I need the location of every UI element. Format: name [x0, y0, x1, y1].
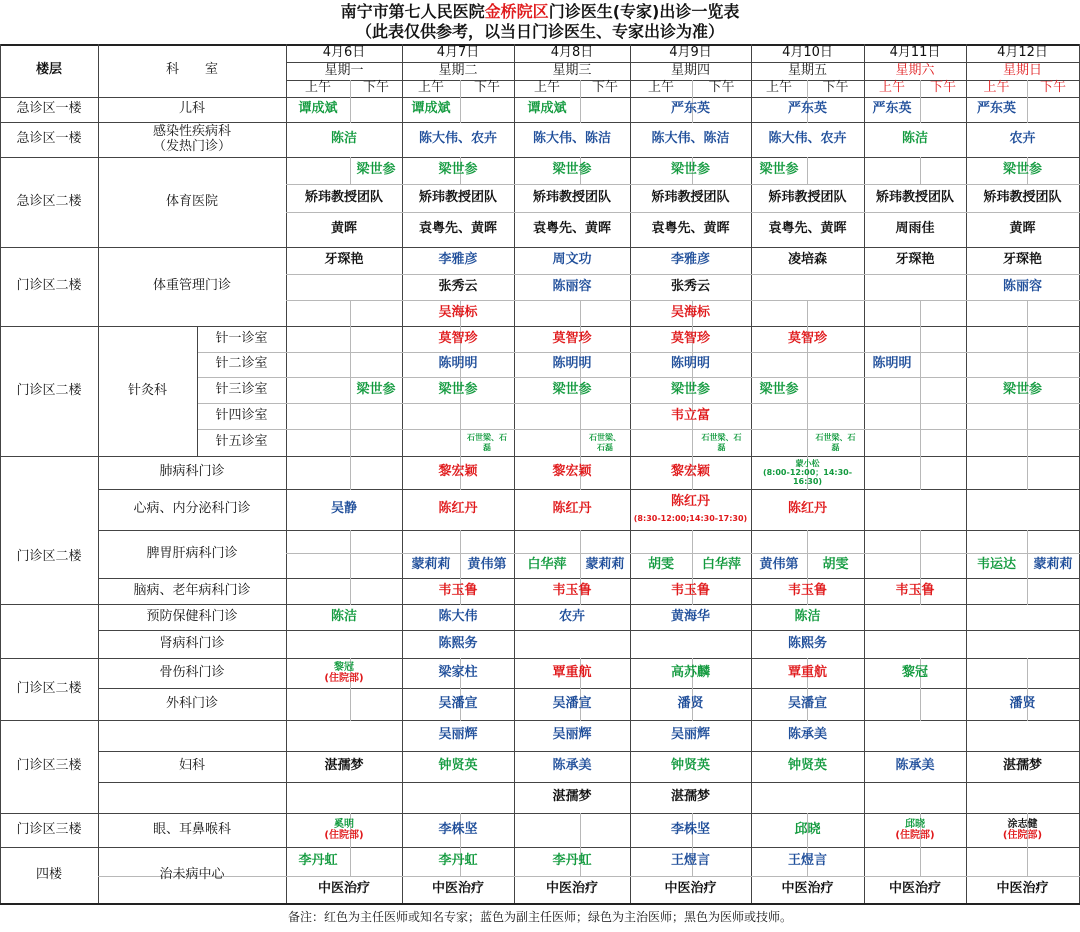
schedule-cell: 袁粤先、黄晖 — [651, 221, 730, 237]
schedule-cell: 李丹虹 — [298, 853, 338, 869]
schedule-cell: 牙琛艳 — [895, 252, 935, 268]
dept-cell: 外科门诊 — [165, 695, 218, 711]
schedule-cell: 矫玮教授团队 — [418, 189, 497, 205]
schedule-cell: 陈承美 — [895, 758, 935, 774]
schedule-cell: 陈大伟、农卉 — [418, 131, 497, 147]
am-7: 上午 — [983, 80, 1010, 96]
floor-cell: 急诊区一楼 — [16, 131, 82, 147]
schedule-cell: 石世梁、 石磊 — [589, 433, 621, 452]
schedule-cell: 邱晓 — [794, 821, 821, 837]
page-subtitle: （此表仅供参考，以当日门诊医生、专家出诊为准） — [355, 21, 724, 41]
schedule-cell: 吴潘宣 — [787, 695, 827, 711]
schedule-cell: 李雅彦 — [670, 252, 710, 268]
schedule-cell: 农卉 — [558, 608, 585, 624]
schedule-cell: 潘贤 — [677, 695, 704, 711]
dept-cell: 治未病中心 — [159, 866, 225, 882]
pm-4: 下午 — [708, 80, 735, 96]
schedule-cell: 黄海华 — [670, 608, 710, 624]
schedule-cell: 梁世参 — [670, 381, 710, 397]
schedule-cell: 覃重航 — [787, 664, 827, 680]
schedule-cell: 蒙莉莉 — [585, 557, 625, 573]
schedule-cell: 中医治疗 — [996, 881, 1049, 897]
schedule-cell: 中医治疗 — [664, 881, 717, 897]
schedule-cell: 覃重航 — [552, 664, 592, 680]
dept-cell: 妇科 — [178, 758, 205, 774]
schedule-cell: 钟贤英 — [670, 758, 710, 774]
schedule-cell: 张秀云 — [438, 278, 478, 294]
am-1: 上午 — [304, 80, 331, 96]
schedule-cell: 严东英 — [872, 101, 912, 117]
schedule-cell: 陈洁 — [901, 131, 928, 147]
schedule-cell: 吴丽辉 — [438, 727, 478, 743]
am-2: 上午 — [417, 80, 444, 96]
schedule-cell: 吴海标 — [438, 304, 478, 320]
schedule-cell: 袁粤先、黄晖 — [418, 221, 497, 237]
schedule-cell: 蒙小松 (8:00-12:00；14:30-16:30) — [762, 458, 853, 487]
schedule-cell: 梁世参 — [356, 381, 396, 397]
schedule-cell: 中医治疗 — [888, 881, 941, 897]
schedule-cell: 陈大伟、农卉 — [768, 131, 847, 147]
pm-6: 下午 — [929, 80, 956, 96]
schedule-cell: 李雅彦 — [438, 252, 478, 268]
schedule-cell: 韦玉鲁 — [438, 582, 478, 598]
schedule-cell: 牙琛艳 — [1002, 252, 1042, 268]
schedule-cell: 白华萍 — [527, 557, 567, 573]
room-cell: 针五诊室 — [215, 434, 268, 450]
schedule-cell: 李株坚 — [438, 821, 478, 837]
schedule-cell: 黄伟第 — [759, 557, 799, 573]
pm-1: 下午 — [362, 80, 389, 96]
schedule-cell: 矫玮教授团队 — [983, 189, 1062, 205]
floor-cell: 四楼 — [35, 866, 62, 882]
schedule-cell: 韦玉鲁 — [670, 582, 710, 598]
schedule-cell: 矫玮教授团队 — [304, 189, 383, 205]
am-4: 上午 — [647, 80, 674, 96]
schedule-cell: 牙琛艳 — [324, 252, 364, 268]
schedule-cell: 韦运达 — [976, 557, 1016, 573]
page-title — [0, 2, 1080, 22]
floor-cell: 门诊区三楼 — [16, 758, 82, 774]
am-3: 上午 — [533, 80, 560, 96]
schedule-cell: 陈明明 — [438, 356, 478, 372]
schedule-cell: 陈红丹 — [670, 494, 710, 510]
schedule-cell: 钟贤英 — [438, 758, 478, 774]
schedule-cell: 梁世参 — [1002, 381, 1042, 397]
schedule-cell: 陈大伟 — [438, 608, 478, 624]
schedule-cell: 李株坚 — [670, 821, 710, 837]
schedule-cell: 吴潘宣 — [552, 695, 592, 711]
schedule-cell: 周雨佳 — [895, 221, 935, 237]
room-cell: 针一诊室 — [215, 330, 268, 346]
schedule-cell: 梁世参 — [670, 162, 710, 178]
weekday-3: 星期三 — [552, 62, 592, 78]
schedule-cell: 张秀云 — [670, 278, 710, 294]
schedule-cell: 谭成斌 — [527, 101, 567, 117]
schedule-cell: 陈洁 — [794, 608, 821, 624]
schedule-cell: 陈洁 — [330, 131, 357, 147]
dept-cell: 心病、内分泌科门诊 — [133, 501, 251, 517]
schedule-cell: 陈红丹 — [787, 501, 827, 517]
title-highlight: 金桥院区 — [484, 1, 549, 21]
schedule-cell: 石世梁、石 磊 — [815, 433, 856, 452]
weekday-1: 星期一 — [324, 62, 364, 78]
schedule-cell: 袁粤先、黄晖 — [532, 221, 611, 237]
schedule-cell: 谭成斌 — [298, 101, 338, 117]
schedule-cell: 矫玮教授团队 — [532, 189, 611, 205]
schedule-cell: 中医治疗 — [545, 881, 598, 897]
schedule-cell: 胡雯 — [822, 557, 849, 573]
title-suffix: 门诊医生(专家)出诊一览表 — [548, 1, 740, 21]
schedule-cell: 陈大伟、陈洁 — [651, 131, 730, 147]
schedule-cell: 梁世参 — [759, 162, 799, 178]
schedule-cell: 吴海标 — [670, 304, 710, 320]
schedule-cell: 梁世参 — [552, 162, 592, 178]
schedule-cell: 梁世参 — [552, 381, 592, 397]
dept-cell: 眼、耳鼻喉科 — [152, 821, 231, 837]
schedule-cell: 黄晖 — [1009, 221, 1036, 237]
schedule-cell: 陈熙务 — [438, 635, 478, 651]
schedule-cell: 梁世参 — [356, 162, 396, 178]
floor-cell: 急诊区二楼 — [16, 193, 82, 209]
dept-cell: 脾胃肝病科门诊 — [146, 545, 238, 561]
schedule-cell: 矫玮教授团队 — [768, 189, 847, 205]
schedule-cell: 梁世参 — [438, 162, 478, 178]
pm-3: 下午 — [591, 80, 618, 96]
dept-cell: 肾病科门诊 — [159, 635, 225, 651]
schedule-cell: 吴潘宣 — [438, 695, 478, 711]
schedule-cell: 吴静 — [330, 501, 357, 517]
pm-5: 下午 — [822, 80, 849, 96]
schedule-cell: 陈明明 — [872, 356, 912, 372]
footnote: 备注：红色为主任医师或知名专家；蓝色为副主任医师；绿色为主治医师；黑色为医师或技师。 — [287, 910, 792, 925]
schedule-cell: 黎宏颖 — [552, 464, 592, 480]
schedule-cell: 周文功 — [552, 252, 592, 268]
schedule-cell: 吴丽辉 — [552, 727, 592, 743]
schedule-cell: 韦立富 — [670, 407, 710, 423]
date-2: 4月7日 — [436, 44, 480, 60]
schedule-cell: (8:30-12:00;14:30-17:30) — [633, 514, 748, 524]
schedule-cell: 中医治疗 — [781, 881, 834, 897]
floor-cell: 门诊区二楼 — [16, 548, 82, 564]
dept-header: 科 室 — [165, 62, 218, 78]
schedule-cell: 梁世参 — [759, 381, 799, 397]
schedule-cell: 王煜言 — [787, 853, 827, 869]
schedule-cell: 凌培森 — [787, 252, 827, 268]
schedule-cell: 陈红丹 — [438, 501, 478, 517]
schedule-cell: 陈承美 — [787, 727, 827, 743]
schedule-cell: 湛孺梦 — [1002, 758, 1042, 774]
weekday-6: 星期六 — [895, 62, 935, 78]
schedule-cell: 韦玉鲁 — [895, 582, 935, 598]
am-6: 上午 — [878, 80, 905, 96]
schedule-cell: 石世梁、石 磊 — [701, 433, 742, 452]
schedule-cell: 莫智珍 — [438, 330, 478, 346]
weekday-7: 星期日 — [1002, 62, 1042, 78]
dept-cell: 骨伤科门诊 — [159, 664, 225, 680]
schedule-cell: 胡雯 — [647, 557, 674, 573]
schedule-cell: 湛孺梦 — [670, 789, 710, 805]
schedule-cell: 涂志健 (住院部) — [1002, 818, 1043, 841]
date-4: 4月9日 — [669, 44, 712, 60]
schedule-cell: 湛孺梦 — [552, 789, 592, 805]
schedule-cell: 中医治疗 — [317, 881, 370, 897]
date-7: 4月12日 — [997, 44, 1048, 60]
schedule-cell: 奚明 (住院部) — [324, 818, 364, 841]
room-cell: 针二诊室 — [215, 356, 268, 372]
schedule-cell: 钟贤英 — [787, 758, 827, 774]
schedule-cell: 梁世参 — [1002, 162, 1042, 178]
schedule-cell: 湛孺梦 — [324, 758, 364, 774]
schedule-cell: 梁家柱 — [438, 664, 478, 680]
dept-cell: 儿科 — [178, 101, 205, 117]
schedule-cell: 黄伟第 — [467, 557, 507, 573]
schedule-cell: 谭成斌 — [411, 101, 451, 117]
dept-cell: 感染性疾病科 （发热门诊） — [152, 123, 231, 154]
schedule-cell: 矫玮教授团队 — [651, 189, 730, 205]
schedule-cell: 莫智珍 — [787, 330, 827, 346]
schedule-cell: 严东英 — [670, 101, 710, 117]
dept-cell: 针灸科 — [127, 382, 167, 398]
schedule-cell: 白华萍 — [701, 557, 741, 573]
schedule-cell: 陈丽容 — [552, 278, 592, 294]
schedule-cell: 邱晓 (住院部) — [895, 818, 935, 841]
schedule-cell: 严东英 — [976, 101, 1016, 117]
dept-cell: 体育医院 — [165, 193, 218, 209]
date-6: 4月11日 — [889, 44, 941, 60]
schedule-cell: 黎宏颖 — [670, 464, 710, 480]
floor-cell: 门诊区二楼 — [16, 278, 82, 294]
schedule-cell: 韦玉鲁 — [552, 582, 592, 598]
schedule-cell: 陈大伟、陈洁 — [532, 131, 611, 147]
floor-cell: 门诊区三楼 — [16, 821, 82, 837]
pm-7: 下午 — [1039, 80, 1066, 96]
dept-cell: 脑病、老年病科门诊 — [133, 582, 251, 598]
schedule-cell: 黎宏颖 — [438, 464, 478, 480]
schedule-cell: 黎冠 — [901, 664, 928, 680]
room-cell: 针四诊室 — [215, 407, 268, 423]
date-5: 4月10日 — [782, 44, 833, 60]
schedule-cell: 石世梁、石 磊 — [467, 433, 507, 452]
dept-cell: 肺病科门诊 — [159, 464, 225, 480]
schedule-cell: 陈熙务 — [787, 635, 827, 651]
schedule-cell: 高苏麟 — [670, 664, 710, 680]
schedule-cell: 李丹虹 — [438, 853, 478, 869]
date-3: 4月8日 — [550, 44, 594, 60]
title-prefix: 南宁市第七人民医院 — [340, 1, 485, 21]
pm-2: 下午 — [473, 80, 500, 96]
schedule-cell: 潘贤 — [1009, 695, 1036, 711]
floor-header: 楼层 — [35, 62, 62, 78]
schedule-cell: 黄晖 — [330, 221, 357, 237]
schedule-cell: 陈明明 — [552, 356, 592, 372]
schedule-cell: 农卉 — [1009, 131, 1036, 147]
floor-cell: 门诊区二楼 — [16, 382, 82, 398]
schedule-cell: 严东英 — [787, 101, 827, 117]
dept-cell: 预防保健科门诊 — [146, 608, 238, 624]
weekday-2: 星期二 — [438, 62, 478, 78]
schedule-cell: 李丹虹 — [552, 853, 592, 869]
schedule-cell: 陈承美 — [552, 758, 592, 774]
floor-cell: 门诊区二楼 — [16, 680, 82, 696]
schedule-cell: 梁世参 — [438, 381, 478, 397]
schedule-cell: 陈明明 — [670, 356, 710, 372]
schedule-cell: 吴丽辉 — [670, 727, 710, 743]
floor-cell: 急诊区一楼 — [16, 101, 82, 117]
schedule-cell: 蒙莉莉 — [411, 557, 451, 573]
room-cell: 针三诊室 — [215, 381, 268, 397]
schedule-cell: 莫智珍 — [552, 330, 592, 346]
am-5: 上午 — [765, 80, 792, 96]
schedule-cell: 陈丽容 — [1002, 278, 1042, 294]
weekday-5: 星期五 — [787, 62, 827, 78]
schedule-cell: 陈洁 — [330, 608, 357, 624]
schedule-cell: 韦玉鲁 — [787, 582, 827, 598]
schedule-cell: 王煜言 — [670, 853, 710, 869]
weekday-4: 星期四 — [670, 62, 710, 78]
schedule-cell: 蒙莉莉 — [1033, 557, 1073, 573]
schedule-cell: 矫玮教授团队 — [875, 189, 954, 205]
schedule-cell: 中医治疗 — [431, 881, 484, 897]
date-1: 4月6日 — [322, 44, 366, 60]
schedule-cell: 莫智珍 — [670, 330, 710, 346]
schedule-cell: 陈红丹 — [552, 501, 592, 517]
schedule-cell: 黎冠 (住院部) — [324, 661, 364, 684]
schedule-cell: 袁粤先、黄晖 — [768, 221, 847, 237]
dept-cell: 体重管理门诊 — [152, 278, 231, 294]
